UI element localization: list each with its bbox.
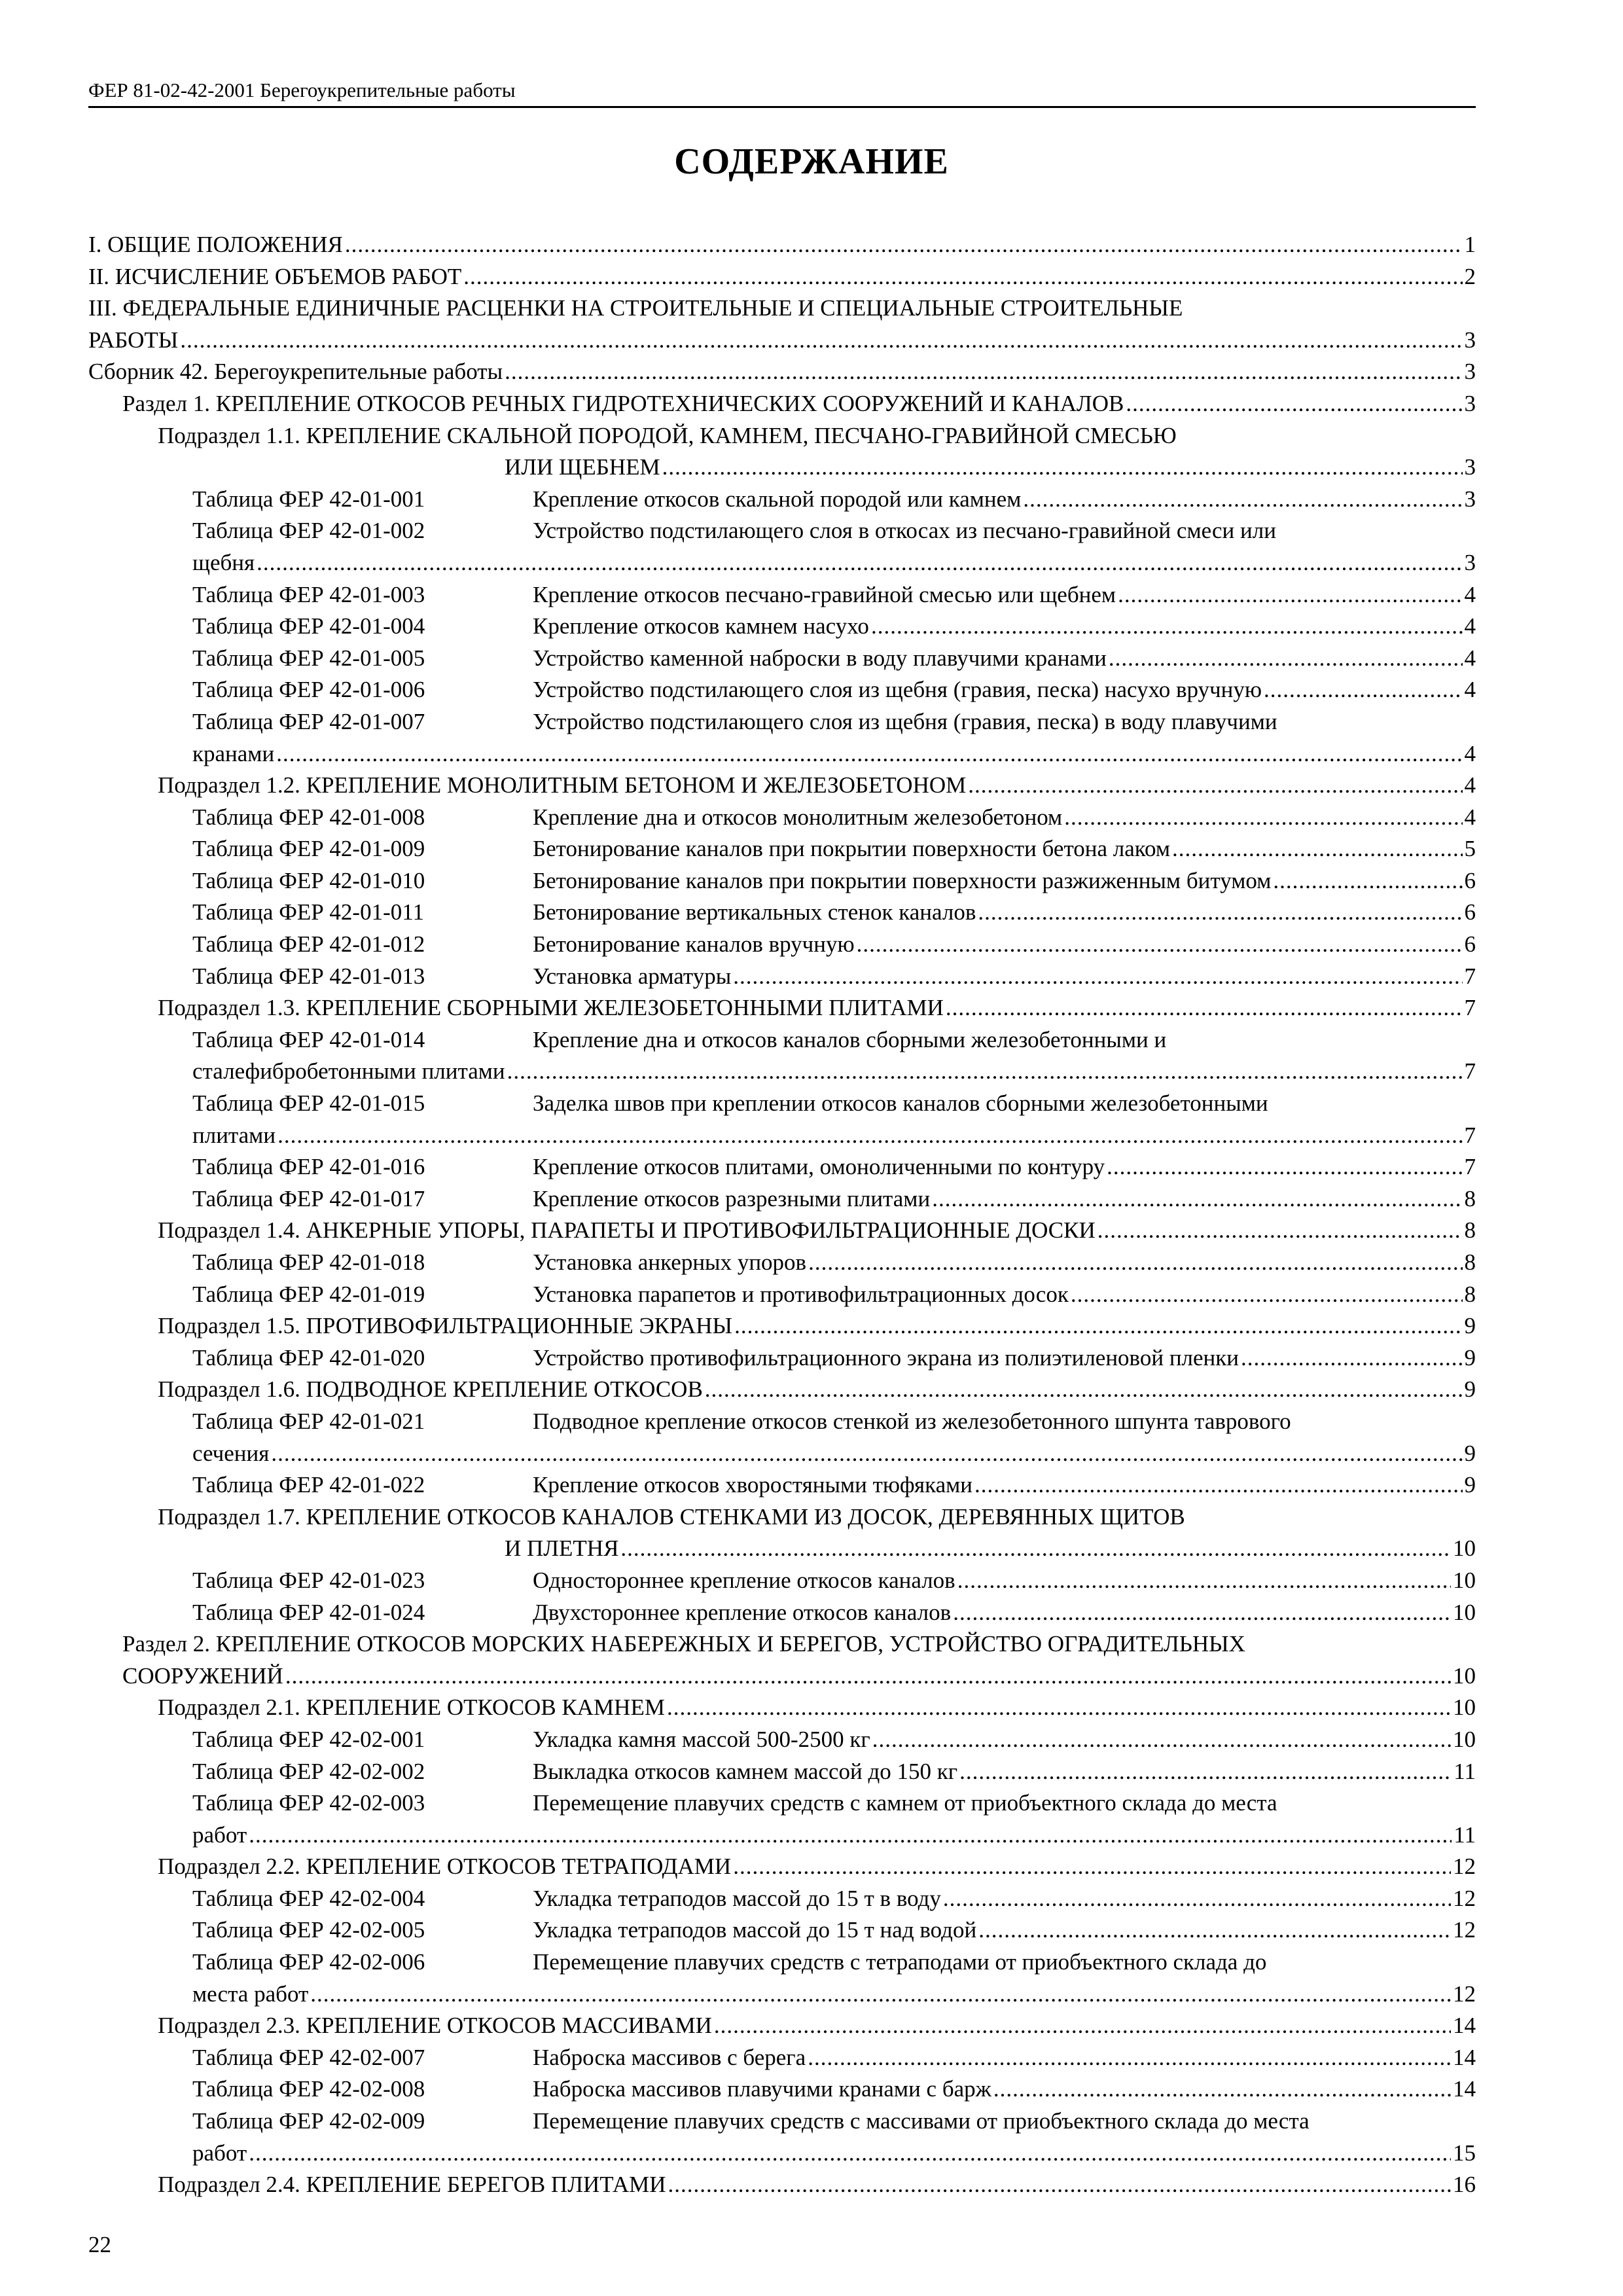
- dot-leader: [957, 1565, 1451, 1597]
- toc-table-code: Таблица ФЕР 42-01-003: [192, 581, 425, 607]
- toc-entry[interactable]: [88, 1565, 1476, 1597]
- toc-entry-title: Устройство подстилающего слоя в откосах из песчано-гравийной смеси или: [533, 518, 1276, 544]
- toc-entry[interactable]: [88, 388, 1476, 420]
- toc-page-number: 10: [1453, 1662, 1476, 1689]
- toc-entry[interactable]: [88, 1088, 1476, 1151]
- toc-entry-title: Устройство подстилающего слоя из щебня (гравия, песка) насухо вручную: [533, 677, 1262, 703]
- toc-entry-title: Крепление дна и откосов каналов сборными железобетонными и: [533, 1026, 1167, 1052]
- toc-page-number: 8: [1464, 1281, 1476, 1307]
- toc-entry[interactable]: [88, 2169, 1476, 2201]
- toc-entry-title: Установка анкерных упоров: [533, 1249, 807, 1275]
- toc-entry-title: Раздел 2. КРЕПЛЕНИЕ ОТКОСОВ МОРСКИХ НАБЕРЕЖНЫХ И БЕРЕГОВ, УСТРОЙСТВО ОГРАДИТЕЛЬНЫХ: [122, 1631, 1245, 1657]
- toc-entry-title: Крепление откосов хворостяными тюфяками: [533, 1472, 973, 1498]
- toc-entry-continuation: СООРУЖЕНИЙ: [122, 1662, 283, 1689]
- toc-entry-title: Подраздел 1.2. КРЕПЛЕНИЕ МОНОЛИТНЫМ БЕТОНОМ И ЖЕЛЕЗОБЕТОНОМ: [158, 772, 967, 798]
- dot-leader: [959, 1756, 1452, 1788]
- toc-entry-title: Бетонирование каналов вручную: [533, 931, 855, 958]
- toc-entry-title: Одностороннее крепление откосов каналов: [533, 1567, 955, 1593]
- dot-leader: [249, 2138, 1451, 2170]
- dot-leader: [733, 1851, 1451, 1883]
- toc-table-code: Таблица ФЕР 42-01-018: [192, 1249, 425, 1275]
- toc-entry-continuation: места работ: [192, 1981, 309, 2007]
- toc-page-number: 9: [1464, 1472, 1476, 1498]
- toc-entry[interactable]: [88, 1183, 1476, 1215]
- dot-leader: [276, 738, 1462, 770]
- toc-entry[interactable]: [88, 1374, 1476, 1406]
- toc-entry-title: Подраздел 1.5. ПРОТИВОФИЛЬТРАЦИОННЫЕ ЭКРАНЫ: [158, 1313, 733, 1339]
- dot-leader: [872, 1724, 1451, 1756]
- toc-entry-title: Перемещение плавучих средств с тетраподами от приобъектного склада до: [533, 1949, 1267, 1975]
- dot-leader: [932, 1183, 1462, 1215]
- toc-entry[interactable]: [88, 1883, 1476, 1915]
- dot-leader: [871, 611, 1463, 643]
- toc-entry[interactable]: [88, 2042, 1476, 2074]
- toc-table-code: Таблица ФЕР 42-01-008: [192, 804, 425, 830]
- toc-page-number: 7: [1464, 963, 1476, 989]
- dot-leader: [1126, 388, 1462, 420]
- toc-table-code: Таблица ФЕР 42-01-005: [192, 645, 425, 671]
- toc-table-code: Таблица ФЕР 42-02-004: [192, 1885, 425, 1911]
- dot-leader: [968, 770, 1462, 802]
- toc-page-number: 3: [1464, 327, 1476, 353]
- toc-page-number: 14: [1453, 2013, 1476, 2039]
- toc-table-code: Таблица ФЕР 42-01-009: [192, 836, 425, 862]
- toc-entry[interactable]: [88, 929, 1476, 961]
- toc-page-number: 12: [1453, 1981, 1476, 2007]
- toc-entry-title: Укладка камня массой 500-2500 кг: [533, 1726, 870, 1752]
- toc-page-number: 6: [1464, 931, 1476, 958]
- toc-page-number: 15: [1453, 2140, 1476, 2166]
- toc-page-number: 9: [1464, 1344, 1476, 1371]
- toc-page-number: 8: [1464, 1185, 1476, 1211]
- toc-table-code: Таблица ФЕР 42-01-001: [192, 486, 425, 512]
- toc-table-code: Таблица ФЕР 42-01-004: [192, 613, 425, 639]
- toc-page-number: 4: [1464, 772, 1476, 798]
- toc-entry[interactable]: [88, 1247, 1476, 1279]
- dot-leader: [507, 1056, 1463, 1088]
- toc-entry-title: Бетонирование каналов при покрытии поверхности разжиженным битумом: [533, 867, 1272, 893]
- toc-page-number: 11: [1454, 1821, 1476, 1848]
- toc-page-number: 3: [1464, 359, 1476, 385]
- toc-entry-continuation: кранами: [192, 740, 275, 766]
- toc-page-number: 2: [1464, 263, 1476, 289]
- toc-entry[interactable]: [88, 484, 1476, 516]
- dot-leader: [808, 2042, 1451, 2074]
- toc-table-code: Таблица ФЕР 42-01-020: [192, 1344, 425, 1371]
- toc-entry[interactable]: [88, 1501, 1476, 1565]
- dot-leader: [1118, 579, 1462, 611]
- toc-table-code: Таблица ФЕР 42-01-023: [192, 1567, 425, 1593]
- toc-entry[interactable]: [88, 1692, 1476, 1724]
- toc-entry[interactable]: [88, 1946, 1476, 2010]
- toc-page-number: 6: [1464, 899, 1476, 925]
- toc-entry-title: Подраздел 1.7. КРЕПЛЕНИЕ ОТКОСОВ КАНАЛОВ СТЕНКАМИ ИЗ ДОСОК, ДЕРЕВЯННЫХ ЩИТОВ: [158, 1503, 1185, 1530]
- toc-page-number: 8: [1464, 1249, 1476, 1275]
- toc-entry[interactable]: [88, 611, 1476, 643]
- toc-page-number: 3: [1464, 454, 1476, 480]
- toc-page-number: 6: [1464, 867, 1476, 893]
- dot-leader: [1023, 484, 1462, 516]
- toc-page-number: 4: [1464, 804, 1476, 830]
- toc-table-code: Таблица ФЕР 42-02-006: [192, 1949, 425, 1975]
- toc-page-number: 12: [1453, 1854, 1476, 1880]
- toc-entry[interactable]: [88, 1151, 1476, 1183]
- dot-leader: [668, 2169, 1451, 2201]
- toc-entry-title: Укладка тетраподов массой до 15 т в воду: [533, 1885, 941, 1911]
- toc-page-number: 10: [1453, 1726, 1476, 1752]
- toc-entry[interactable]: [88, 992, 1476, 1024]
- toc-table-code: Таблица ФЕР 42-02-003: [192, 1790, 425, 1816]
- toc-entry-title: Устройство каменной наброски в воду плавучими кранами: [533, 645, 1107, 671]
- toc-page-number: 4: [1464, 677, 1476, 703]
- toc-table-code: Таблица ФЕР 42-02-001: [192, 1726, 425, 1752]
- toc-entry-title: Установка арматуры: [533, 963, 732, 989]
- toc-entry[interactable]: [88, 1279, 1476, 1311]
- dot-leader: [1064, 802, 1462, 834]
- toc-entry-continuation: ИЛИ ЩЕБНЕМ: [505, 454, 660, 480]
- dot-leader: [1071, 1279, 1463, 1311]
- toc-entry[interactable]: [88, 1851, 1476, 1883]
- toc-table-code: Таблица ФЕР 42-01-013: [192, 963, 425, 989]
- toc-entry-continuation: РАБОТЫ: [88, 327, 179, 353]
- dot-leader: [714, 2010, 1451, 2042]
- toc-entry[interactable]: [88, 1406, 1476, 1469]
- toc-entry[interactable]: [88, 293, 1476, 356]
- toc-entry-title: Крепление откосов скальной породой или камнем: [533, 486, 1022, 512]
- toc-entry-title: Двухстороннее крепление откосов каналов: [533, 1599, 952, 1625]
- toc-entry-title: Подраздел 1.6. ПОДВОДНОЕ КРЕПЛЕНИЕ ОТКОСОВ: [158, 1376, 703, 1403]
- toc-entry-title: Крепление откосов камнем насухо: [533, 613, 869, 639]
- toc-entry[interactable]: [88, 2010, 1476, 2042]
- dot-leader: [953, 1597, 1451, 1629]
- toc-entry-continuation: работ: [192, 1821, 247, 1848]
- toc-entry[interactable]: [88, 865, 1476, 897]
- toc-table-code: Таблица ФЕР 42-01-016: [192, 1154, 425, 1180]
- toc-entry[interactable]: [88, 229, 1476, 261]
- toc-table-code: Таблица ФЕР 42-01-002: [192, 518, 425, 544]
- toc-page-number: 7: [1464, 1058, 1476, 1085]
- running-header: ФЕР 81-02-42-2001 Берегоукрепительные работы: [88, 77, 1476, 108]
- toc-table-code: Таблица ФЕР 42-01-012: [192, 931, 425, 958]
- dot-leader: [1097, 1215, 1463, 1247]
- toc-entry-title: Подраздел 2.2. КРЕПЛЕНИЕ ОТКОСОВ ТЕТРАПОДАМИ: [158, 1854, 732, 1880]
- dot-leader: [620, 1533, 1451, 1565]
- dot-leader: [271, 1438, 1462, 1470]
- toc-entry-continuation: плитами: [192, 1122, 276, 1148]
- toc-entry[interactable]: [88, 1597, 1476, 1629]
- toc-entry-title: Бетонирование каналов при покрытии поверхности бетона лаком: [533, 836, 1171, 862]
- toc-entry-title: Бетонирование вертикальных стенок каналов: [533, 899, 976, 925]
- dot-leader: [1264, 674, 1462, 706]
- toc-entry-title: Сборник 42. Берегоукрепительные работы: [88, 359, 503, 385]
- toc-entry-title: Перемещение плавучих средств с массивами от приобъектного склада до места: [533, 2108, 1310, 2134]
- dot-leader: [943, 1883, 1451, 1915]
- toc-table-code: Таблица ФЕР 42-01-024: [192, 1599, 425, 1625]
- dot-leader: [978, 897, 1462, 929]
- toc-page-number: 16: [1453, 2172, 1476, 2198]
- dot-leader: [277, 1120, 1462, 1152]
- toc-page-number: 9: [1464, 1376, 1476, 1403]
- toc-table-code: Таблица ФЕР 42-01-011: [192, 899, 424, 925]
- toc-entry[interactable]: [88, 643, 1476, 675]
- toc-entry[interactable]: [88, 1628, 1476, 1692]
- toc-entry-title: Подраздел 2.3. КРЕПЛЕНИЕ ОТКОСОВ МАССИВАМИ: [158, 2013, 712, 2039]
- toc-entry[interactable]: [88, 1787, 1476, 1851]
- toc-entry-title: Раздел 1. КРЕПЛЕНИЕ ОТКОСОВ РЕЧНЫХ ГИДРОТЕХНИЧЕСКИХ СООРУЖЕНИЙ И КАНАЛОВ: [122, 390, 1124, 416]
- toc-entry-title: Подраздел 1.1. КРЕПЛЕНИЕ СКАЛЬНОЙ ПОРОДОЙ, КАМНЕМ, ПЕСЧАНО-ГРАВИЙНОЙ СМЕСЬЮ: [158, 422, 1177, 448]
- toc-table-code: Таблица ФЕР 42-02-007: [192, 2044, 425, 2070]
- toc-table-code: Таблица ФЕР 42-02-008: [192, 2076, 425, 2102]
- toc-table-code: Таблица ФЕР 42-01-007: [192, 708, 425, 734]
- dot-leader: [249, 1820, 1452, 1852]
- toc-page-number: 5: [1464, 836, 1476, 862]
- toc-page-number: 9: [1464, 1313, 1476, 1339]
- toc-entry-continuation: сталефибробетонными плитами: [192, 1058, 505, 1085]
- toc-entry[interactable]: [88, 1914, 1476, 1946]
- dot-leader: [1109, 643, 1463, 675]
- toc-table-code: Таблица ФЕР 42-01-010: [192, 867, 425, 893]
- toc-page-number: 4: [1464, 581, 1476, 607]
- toc-entry-title: Крепление откосов плитами, омоноличенными по контуру: [533, 1154, 1105, 1180]
- dot-leader: [1172, 833, 1462, 865]
- toc-entry-continuation: щебня: [192, 549, 255, 575]
- dot-leader: [857, 929, 1463, 961]
- dot-leader: [662, 452, 1463, 484]
- toc-entry-title: Подраздел 2.4. КРЕПЛЕНИЕ БЕРЕГОВ ПЛИТАМИ: [158, 2172, 666, 2198]
- toc-entry-title: Крепление откосов разрезными плитами: [533, 1185, 931, 1211]
- toc-entry-title: Наброска массивов плавучими кранами с барж: [533, 2076, 991, 2102]
- toc-entry-title: I. ОБЩИЕ ПОЛОЖЕНИЯ: [88, 232, 343, 257]
- toc-entry[interactable]: [88, 1756, 1476, 1788]
- dot-leader: [180, 325, 1462, 357]
- toc-entry[interactable]: [88, 261, 1476, 293]
- toc-table-code: Таблица ФЕР 42-02-009: [192, 2108, 425, 2134]
- dot-leader: [734, 1310, 1462, 1342]
- dot-leader: [978, 1914, 1451, 1946]
- toc-table-code: Таблица ФЕР 42-01-022: [192, 1472, 425, 1498]
- toc-page-number: 10: [1453, 1599, 1476, 1625]
- toc-entry[interactable]: [88, 420, 1476, 484]
- toc-entry[interactable]: [88, 1024, 1476, 1088]
- toc-page-number: 12: [1453, 1917, 1476, 1943]
- toc-entry-title: Крепление дна и откосов монолитным железобетоном: [533, 804, 1063, 830]
- dot-leader: [1107, 1151, 1462, 1183]
- dot-leader: [808, 1247, 1462, 1279]
- toc-entry-title: III. ФЕДЕРАЛЬНЫЕ ЕДИНИЧНЫЕ РАСЦЕНКИ НА СТРОИТЕЛЬНЫЕ И СПЕЦИАЛЬНЫЕ СТРОИТЕЛЬНЫЕ: [88, 295, 1183, 321]
- toc-page-number: 4: [1464, 740, 1476, 766]
- toc-table-code: Таблица ФЕР 42-01-021: [192, 1408, 425, 1434]
- toc-entry-title: Наброска массивов с берега: [533, 2044, 806, 2070]
- dot-leader: [345, 229, 1463, 261]
- toc-entry-title: Устройство подстилающего слоя из щебня (гравия, песка) в воду плавучими: [533, 708, 1277, 734]
- toc-page-number: 10: [1453, 1695, 1476, 1721]
- toc-page-number: 14: [1453, 2076, 1476, 2102]
- dot-leader: [705, 1374, 1463, 1406]
- toc-table-code: Таблица ФЕР 42-01-006: [192, 677, 425, 703]
- toc-entry[interactable]: [88, 770, 1476, 802]
- toc-entry[interactable]: [88, 1310, 1476, 1342]
- toc-entry[interactable]: [88, 706, 1476, 770]
- dot-leader: [257, 547, 1462, 579]
- toc-entry[interactable]: [88, 1215, 1476, 1247]
- toc-table-code: Таблица ФЕР 42-01-014: [192, 1026, 425, 1052]
- dot-leader: [667, 1692, 1451, 1724]
- toc-entry[interactable]: [88, 897, 1476, 929]
- toc-page-number: 4: [1464, 613, 1476, 639]
- toc-entry[interactable]: [88, 579, 1476, 611]
- dot-leader: [310, 1979, 1451, 2011]
- toc-entry[interactable]: [88, 2106, 1476, 2169]
- dot-leader: [1241, 1342, 1462, 1374]
- toc-table-code: Таблица ФЕР 42-02-002: [192, 1758, 425, 1784]
- toc-page-number: 12: [1453, 1885, 1476, 1911]
- toc-page-number: 7: [1464, 1154, 1476, 1180]
- toc-entry[interactable]: [88, 961, 1476, 993]
- toc-entry[interactable]: [88, 1724, 1476, 1756]
- toc-entry-title: Подраздел 1.4. АНКЕРНЫЕ УПОРЫ, ПАРАПЕТЫ И ПРОТИВОФИЛЬТРАЦИОННЫЕ ДОСКИ: [158, 1217, 1096, 1244]
- toc-entry[interactable]: [88, 2073, 1476, 2106]
- dot-leader: [993, 2073, 1451, 2106]
- toc-page-number: 3: [1464, 549, 1476, 575]
- toc-entry[interactable]: [88, 833, 1476, 865]
- toc-entry-title: Устройство противофильтрационного экрана из полиэтиленовой пленки: [533, 1344, 1240, 1371]
- toc-entry[interactable]: [88, 802, 1476, 834]
- toc-entry-title: Подводное крепление откосов стенкой из железобетонного шпунта таврового: [533, 1408, 1291, 1434]
- toc-page-number: 3: [1464, 486, 1476, 512]
- toc-entry-title: Заделка швов при креплении откосов каналов сборными железобетонными: [533, 1090, 1268, 1117]
- toc-table-code: Таблица ФЕР 42-02-005: [192, 1917, 425, 1943]
- toc-entry-title: II. ИСЧИСЛЕНИЕ ОБЪЕМОВ РАБОТ: [88, 263, 462, 289]
- toc-table-code: Таблица ФЕР 42-01-017: [192, 1185, 425, 1211]
- toc-page-number: 11: [1454, 1758, 1476, 1784]
- dot-leader: [974, 1469, 1462, 1501]
- toc-entry-continuation: сечения: [192, 1440, 270, 1466]
- page-title: СОДЕРЖАНИЕ: [674, 141, 949, 182]
- toc-page-number: 8: [1464, 1217, 1476, 1244]
- toc-entry-title: Укладка тетраподов массой до 15 т над водой: [533, 1917, 977, 1943]
- toc-page-number: 1: [1464, 232, 1476, 257]
- toc-entry-title: Подраздел 1.3. КРЕПЛЕНИЕ СБОРНЫМИ ЖЕЛЕЗОБЕТОННЫМИ ПЛИТАМИ: [158, 995, 944, 1021]
- toc-entry-continuation: И ПЛЕТНЯ: [505, 1535, 619, 1562]
- toc-entry[interactable]: [88, 1469, 1476, 1501]
- toc-entry-continuation: работ: [192, 2140, 247, 2166]
- toc-entry-title: Перемещение плавучих средств с камнем от приобъектного склада до места: [533, 1790, 1277, 1816]
- toc-page-number: 10: [1453, 1535, 1476, 1562]
- toc-page-number: 4: [1464, 645, 1476, 671]
- toc-table-code: Таблица ФЕР 42-01-019: [192, 1281, 425, 1307]
- dot-leader: [463, 261, 1462, 293]
- toc-page-number: 10: [1453, 1567, 1476, 1593]
- toc-entry[interactable]: [88, 356, 1476, 388]
- dot-leader: [505, 356, 1462, 388]
- toc-page-number: 9: [1464, 1440, 1476, 1466]
- page-number: 22: [88, 2232, 111, 2257]
- dot-leader: [1273, 865, 1462, 897]
- toc-entry[interactable]: [88, 674, 1476, 706]
- toc-entry-title: Крепление откосов песчано-гравийной смесью или щебнем: [533, 581, 1116, 607]
- dot-leader: [733, 961, 1462, 993]
- toc-entry[interactable]: [88, 1342, 1476, 1374]
- toc-entry[interactable]: [88, 515, 1476, 579]
- toc-table-code: Таблица ФЕР 42-01-015: [192, 1090, 425, 1117]
- toc-entry-title: Выкладка откосов камнем массой до 150 кг: [533, 1758, 958, 1784]
- toc-page-number: 7: [1464, 1122, 1476, 1148]
- dot-leader: [285, 1660, 1451, 1693]
- toc-entry-title: Установка парапетов и противофильтрационных досок: [533, 1281, 1069, 1307]
- table-of-contents: [88, 229, 1476, 2201]
- toc-entry-title: Подраздел 2.1. КРЕПЛЕНИЕ ОТКОСОВ КАМНЕМ: [158, 1695, 665, 1721]
- dot-leader: [946, 992, 1463, 1024]
- toc-page-number: 7: [1464, 995, 1476, 1021]
- toc-page-number: 14: [1453, 2044, 1476, 2070]
- toc-page-number: 3: [1464, 390, 1476, 416]
